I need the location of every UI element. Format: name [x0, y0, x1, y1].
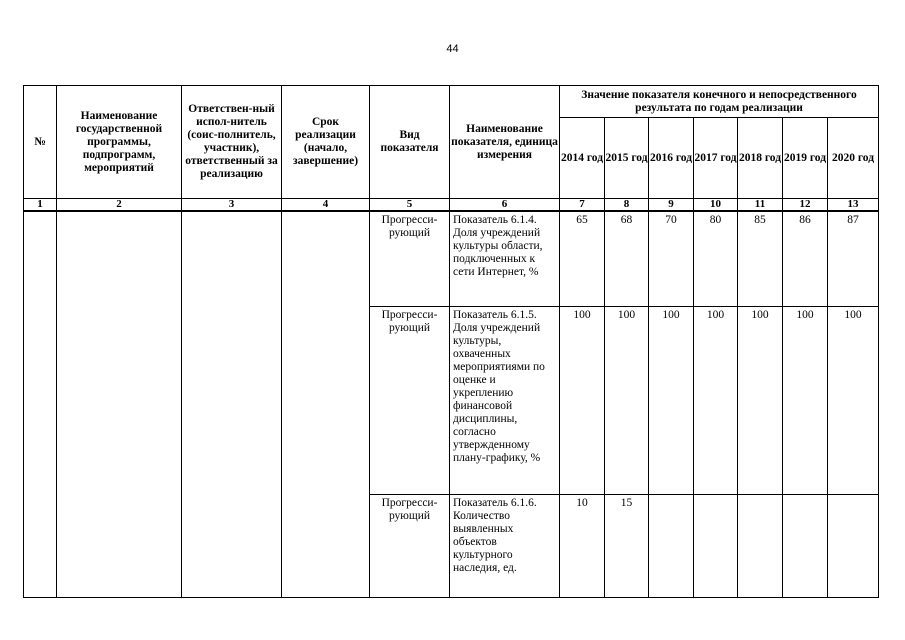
- cell-value: 100: [560, 306, 605, 494]
- cell-value: 100: [649, 306, 694, 494]
- header-term: Срок реализации (начало, завершение): [282, 86, 370, 199]
- cell-indicator: Показатель 6.1.4. Доля учреждений культуры области, подключенных к сети Интернет, %: [450, 211, 560, 306]
- cell-kind: Прогресси-рующий: [370, 494, 450, 597]
- column-number: 5: [370, 199, 450, 212]
- column-number: 10: [694, 199, 738, 212]
- cell-program-name: [57, 211, 182, 597]
- cell-value: 87: [828, 211, 879, 306]
- header-indicator: Наименование показателя, единица измерения: [450, 86, 560, 199]
- header-name: Наименование государственной программы, подпрограмм, мероприятий: [57, 86, 182, 199]
- cell-term: [282, 211, 370, 597]
- cell-value: 100: [738, 306, 783, 494]
- header-year: 2018 год: [738, 118, 783, 199]
- cell-value: 10: [560, 494, 605, 597]
- column-number: 1: [24, 199, 57, 212]
- cell-value: 86: [783, 211, 828, 306]
- header-year: 2020 год: [828, 118, 879, 199]
- column-number: 3: [182, 199, 282, 212]
- header-year: 2017 год: [694, 118, 738, 199]
- header-responsible: Ответствен-ный испол-нитель (соис-полнитель, участник), ответственный за реализацию: [182, 86, 282, 199]
- header-kind: Вид показателя: [370, 86, 450, 199]
- cell-value: 70: [649, 211, 694, 306]
- cell-value: 68: [605, 211, 649, 306]
- cell-value: [738, 494, 783, 597]
- cell-value: 100: [605, 306, 649, 494]
- cell-num: [24, 211, 57, 597]
- cell-kind: Прогресси-рующий: [370, 211, 450, 306]
- cell-value: 15: [605, 494, 649, 597]
- cell-kind: Прогресси-рующий: [370, 306, 450, 494]
- cell-value: [649, 494, 694, 597]
- cell-value: 100: [694, 306, 738, 494]
- indicators-table: [23, 85, 879, 598]
- column-number: 2: [57, 199, 182, 212]
- column-number: 8: [605, 199, 649, 212]
- header-year: 2019 год: [783, 118, 828, 199]
- cell-responsible: [182, 211, 282, 597]
- cell-value: [828, 494, 879, 597]
- cell-value: 100: [828, 306, 879, 494]
- column-number: 7: [560, 199, 605, 212]
- cell-value: 85: [738, 211, 783, 306]
- table-row: [24, 211, 879, 306]
- header-values-group: Значение показателя конечного и непосредственного результата по годам реализации: [560, 86, 879, 118]
- column-number: 4: [282, 199, 370, 212]
- header-year: 2016 год: [649, 118, 694, 199]
- column-number: 12: [783, 199, 828, 212]
- cell-value: 100: [783, 306, 828, 494]
- page-number: 44: [446, 43, 459, 55]
- header-year: 2015 год: [605, 118, 649, 199]
- cell-value: 80: [694, 211, 738, 306]
- cell-value: [783, 494, 828, 597]
- header-year: 2014 год: [560, 118, 605, 199]
- column-number: 9: [649, 199, 694, 212]
- cell-value: 65: [560, 211, 605, 306]
- cell-indicator: Показатель 6.1.6. Количество выявленных объектов культурного наследия, ед.: [450, 494, 560, 597]
- column-number: 6: [450, 199, 560, 212]
- column-number: 11: [738, 199, 783, 212]
- header-num: №: [24, 86, 57, 199]
- cell-indicator: Показатель 6.1.5. Доля учреждений культуры, охваченных мероприятиями по оценке и укреплению финансовой дисциплины, согласно утвержденному плану-графику, %: [450, 306, 560, 494]
- cell-value: [694, 494, 738, 597]
- column-number: 13: [828, 199, 879, 212]
